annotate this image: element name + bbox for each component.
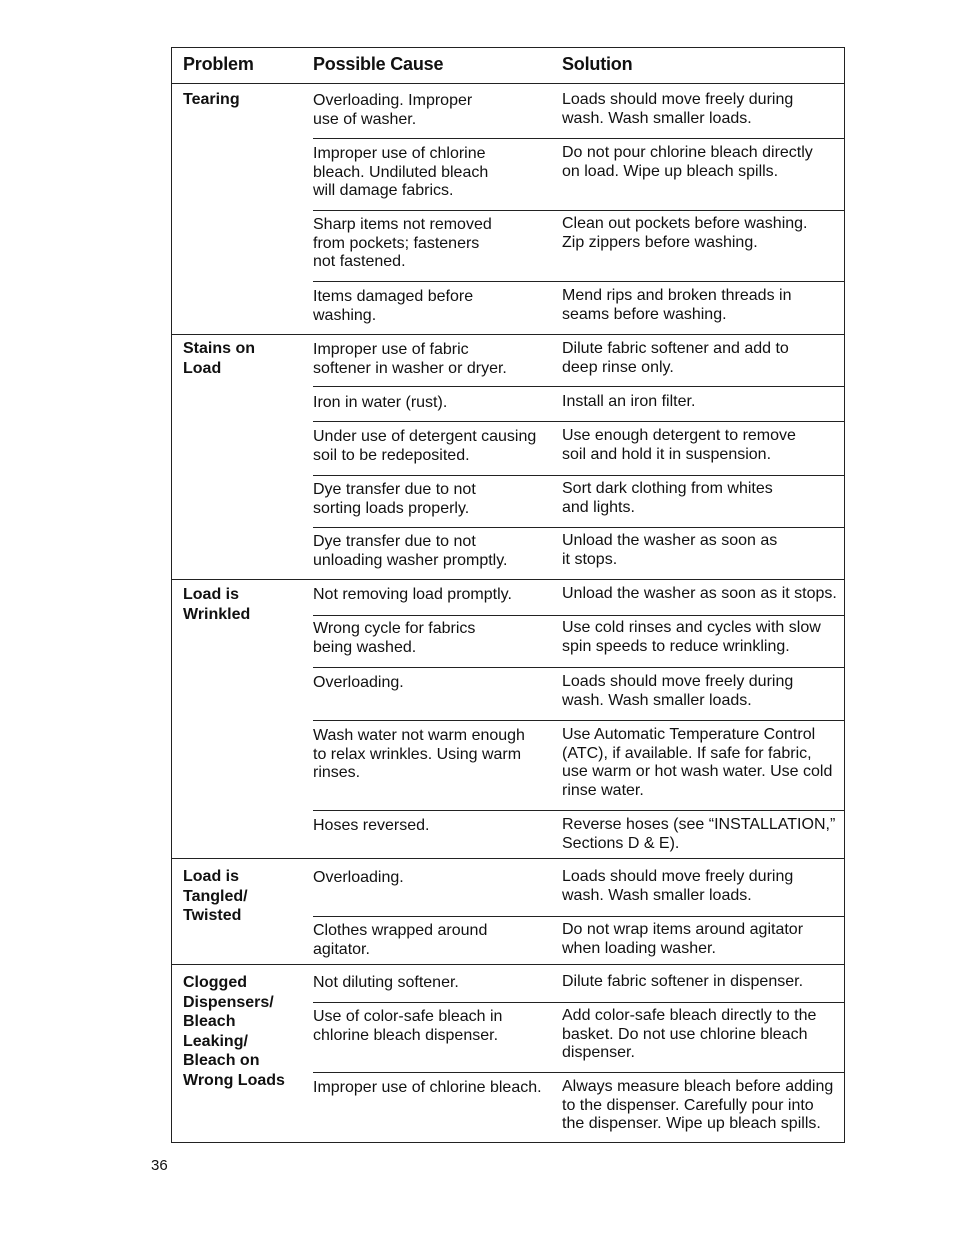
solution-cell: Do not wrap items around agitator when loading washer.	[562, 921, 804, 957]
row-divider	[313, 615, 845, 616]
solution-cell: Unload the washer as soon as it stops.	[562, 585, 837, 602]
row-divider	[313, 1072, 845, 1073]
possible-cause-cell: Wrong cycle for fabrics being washed.	[313, 620, 476, 656]
row-divider	[313, 475, 845, 476]
problem-label: Stains on Load	[183, 340, 256, 377]
solution-cell: Use cold rinses and cycles with slow spin speeds to reduce wrinkling.	[562, 619, 821, 655]
solution-cell: Always measure bleach before adding to the dispenser. Carefully pour into the dispenser. Wipe up bleach spills.	[562, 1078, 834, 1132]
solution-cell: Loads should move freely during wash. Wash smaller loads.	[562, 868, 794, 904]
solution-cell: Sort dark clothing from whites and lights.	[562, 480, 773, 516]
row-divider	[313, 210, 845, 211]
possible-cause-cell: Wash water not warm enough to relax wrinkles. Using warm rinses.	[313, 727, 525, 781]
possible-cause-cell: Not diluting softener.	[313, 974, 459, 991]
solution-cell: Install an iron filter.	[562, 393, 696, 410]
possible-cause-cell: Use of color-safe bleach in chlorine bleach dispenser.	[313, 1008, 503, 1044]
row-divider	[313, 281, 845, 282]
solution-cell: Add color-safe bleach directly to the basket. Do not use chlorine bleach dispenser.	[562, 1007, 817, 1061]
row-divider	[313, 667, 845, 668]
page-number: 36	[151, 1157, 168, 1174]
row-divider	[313, 720, 845, 721]
solution-cell: Loads should move freely during wash. Wash smaller loads.	[562, 673, 794, 709]
possible-cause-cell: Under use of detergent causing soil to be redeposited.	[313, 428, 537, 464]
header-solution: Solution	[562, 54, 633, 74]
solution-cell: Loads should move freely during wash. Wash smaller loads.	[562, 91, 794, 127]
group-divider	[171, 964, 845, 965]
possible-cause-cell: Clothes wrapped around agitator.	[313, 922, 488, 958]
possible-cause-cell: Improper use of fabric softener in washer or dryer.	[313, 341, 507, 377]
possible-cause-cell: Iron in water (rust).	[313, 394, 448, 411]
solution-cell: Dilute fabric softener in dispenser.	[562, 973, 804, 990]
possible-cause-cell: Overloading.	[313, 674, 404, 691]
possible-cause-cell: Overloading.	[313, 869, 404, 886]
header-divider	[171, 83, 845, 84]
row-divider	[313, 916, 845, 917]
possible-cause-cell: Items damaged before washing.	[313, 288, 474, 324]
problem-label: Load is Tangled/ Twisted	[183, 868, 248, 924]
solution-cell: Mend rips and broken threads in seams before washing.	[562, 287, 792, 323]
row-divider	[313, 421, 845, 422]
possible-cause-cell: Dye transfer due to not sorting loads properly.	[313, 481, 476, 517]
row-divider	[313, 527, 845, 528]
solution-cell: Reverse hoses (see “INSTALLATION,” Sections D & E).	[562, 816, 836, 852]
row-divider	[313, 810, 845, 811]
possible-cause-cell: Overloading. Improper use of washer.	[313, 92, 473, 128]
group-divider	[171, 334, 845, 335]
problem-label: Load is Wrinkled	[183, 586, 251, 623]
solution-cell: Do not pour chlorine bleach directly on load. Wipe up bleach spills.	[562, 144, 813, 180]
possible-cause-cell: Improper use of chlorine bleach. Undiluted bleach will damage fabrics.	[313, 145, 489, 199]
header-possible-cause: Possible Cause	[313, 54, 444, 74]
possible-cause-cell: Improper use of chlorine bleach.	[313, 1079, 542, 1096]
row-divider	[313, 1002, 845, 1003]
group-divider	[171, 579, 845, 580]
solution-cell: Unload the washer as soon as it stops.	[562, 532, 778, 568]
possible-cause-cell: Not removing load promptly.	[313, 586, 512, 603]
header-problem: Problem	[183, 54, 254, 74]
possible-cause-cell: Sharp items not removed from pockets; fasteners not fastened.	[313, 216, 492, 270]
problem-label: Clogged Dispensers/ Bleach Leaking/ Bleach on Wrong Loads	[183, 974, 285, 1089]
possible-cause-cell: Dye transfer due to not unloading washer promptly.	[313, 533, 508, 569]
row-divider	[313, 386, 845, 387]
row-divider	[313, 138, 845, 139]
solution-cell: Use Automatic Temperature Control (ATC), if available. If safe for fabric, use warm or hot wash water. Use cold rinse water.	[562, 726, 833, 799]
solution-cell: Clean out pockets before washing. Zip zippers before washing.	[562, 215, 808, 251]
solution-cell: Dilute fabric softener and add to deep rinse only.	[562, 340, 789, 376]
group-divider	[171, 858, 845, 859]
solution-cell: Use enough detergent to remove soil and hold it in suspension.	[562, 427, 796, 463]
problem-label: Tearing	[183, 91, 240, 108]
possible-cause-cell: Hoses reversed.	[313, 817, 430, 834]
